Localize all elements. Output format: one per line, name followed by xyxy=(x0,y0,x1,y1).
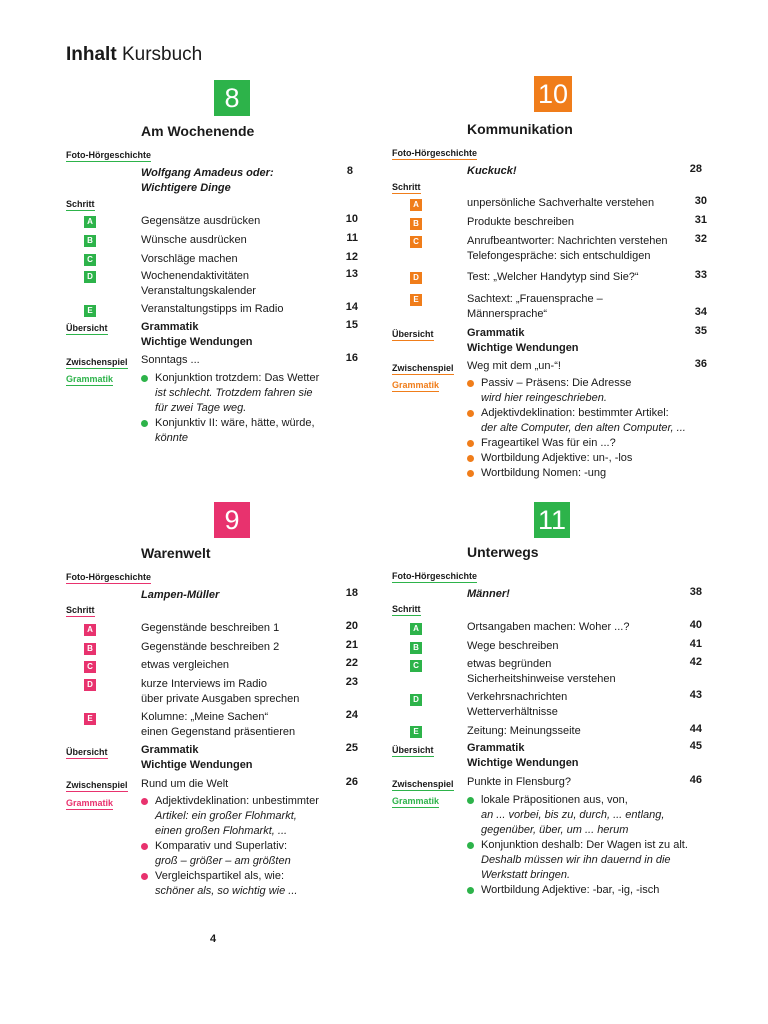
gram-item xyxy=(141,839,319,869)
zwischenspiel-page: 16 xyxy=(345,352,358,364)
page-title xyxy=(66,44,202,66)
zwischenspiel-page: 36 xyxy=(694,358,707,370)
foto-page: 8 xyxy=(346,165,353,177)
label-uebersicht: Übersicht xyxy=(66,747,108,757)
step-e-line1: Kolumne: „Meine Sachen“ xyxy=(141,711,269,723)
label-schritt: Schritt xyxy=(66,199,95,209)
step-badge-e: E xyxy=(84,713,96,725)
step-d-page: 33 xyxy=(694,269,707,281)
bullet-dot xyxy=(467,410,474,417)
gram-line: groß – größer – am größten xyxy=(155,855,291,867)
grammatik-list xyxy=(141,371,319,446)
grammatik-list xyxy=(467,793,688,898)
foto-line1: Männer! xyxy=(467,588,510,600)
step-badge-e: E xyxy=(410,726,422,738)
gram-line: an ... vorbei, bis zu, durch, ... entlang, xyxy=(481,809,665,821)
unit-9-number: 9 xyxy=(214,502,250,538)
step-c-page: 42 xyxy=(689,656,702,668)
step-badge-d: D xyxy=(410,694,422,706)
step-badge-b: B xyxy=(84,235,96,247)
zwischenspiel-page: 26 xyxy=(345,776,358,788)
step-e-line2: Männersprache“ xyxy=(467,308,548,320)
gram-line: Wortbildung Adjektive: un-, -los xyxy=(481,452,633,464)
gram-item xyxy=(467,793,688,838)
bullet-dot xyxy=(141,843,148,850)
step-c-line2: Sicherheitshinweise verstehen xyxy=(467,673,616,685)
step-badge-c: C xyxy=(410,236,422,248)
foto-line1: Kuckuck! xyxy=(467,165,517,177)
step-badge-d: D xyxy=(84,679,96,691)
step-badge-c: C xyxy=(84,661,96,673)
bullet-dot xyxy=(467,440,474,447)
step-c-line2: Telefongespräche: sich entschuldigen xyxy=(467,250,651,262)
step-c-line1: Anrufbeantworter: Nachrichten verstehen xyxy=(467,235,668,247)
label-zwischenspiel: Zwischenspiel xyxy=(392,363,454,373)
bullet-dot xyxy=(467,887,474,894)
uebersicht-line2: Wichtige Wendungen xyxy=(467,757,579,769)
gram-line: Wortbildung Nomen: -ung xyxy=(481,467,607,479)
gram-line: Adjektivdeklination: unbestimmter xyxy=(155,795,319,807)
zwischenspiel-text: Sonntags ... xyxy=(141,354,200,366)
step-badge-c: C xyxy=(410,660,422,672)
gram-item xyxy=(467,466,686,481)
label-foto: Foto-Hörgeschichte xyxy=(392,571,478,581)
step-badge-a: A xyxy=(410,199,422,211)
step-d-page: 13 xyxy=(345,268,358,280)
gram-line: schöner als, so wichtig wie ... xyxy=(155,885,298,897)
zwischenspiel-text: Punkte in Flensburg? xyxy=(467,776,571,788)
step-a: Gegenstände beschreiben 1 xyxy=(141,622,280,634)
uebersicht-line2: Wichtige Wendungen xyxy=(467,342,579,354)
step-d-line1: Wochenendaktivitäten xyxy=(141,270,250,282)
uebersicht-page: 25 xyxy=(345,742,358,754)
gram-line: einen großen Flohmarkt, ... xyxy=(155,825,288,837)
bullet-dot xyxy=(467,842,474,849)
bullet-dot xyxy=(141,420,148,427)
step-badge-b: B xyxy=(410,642,422,654)
bullet-dot xyxy=(141,873,148,880)
gram-item xyxy=(467,838,688,883)
label-foto: Foto-Hörgeschichte xyxy=(392,148,478,158)
step-b: Wünsche ausdrücken xyxy=(141,234,247,246)
label-grammatik: Grammatik xyxy=(66,374,114,384)
unit-8-title: Am Wochenende xyxy=(141,123,255,139)
page-title-bold: Inhalt xyxy=(66,44,117,65)
step-c-line1: etwas begründen xyxy=(467,658,552,670)
step-badge-a: A xyxy=(84,216,96,228)
gram-item xyxy=(467,451,686,466)
gram-line: ist schlecht. Trotzdem fahren sie xyxy=(155,387,313,399)
step-e-page: 44 xyxy=(689,723,702,735)
uebersicht-page: 15 xyxy=(345,319,358,331)
step-a: unpersönliche Sachverhalte verstehen xyxy=(467,197,655,209)
gram-line: Konjunktion deshalb: Der Wagen ist zu alt. xyxy=(481,839,688,851)
unit-10-title: Kommunikation xyxy=(467,121,573,137)
step-badge-b: B xyxy=(84,643,96,655)
gram-line: Adjektivdeklination: bestimmter Artikel: xyxy=(481,407,669,419)
step-a: Gegensätze ausdrücken xyxy=(141,215,261,227)
zwischenspiel-text: Weg mit dem „un-“! xyxy=(467,360,561,372)
gram-item xyxy=(467,406,686,436)
page-title-rest: Kursbuch xyxy=(121,44,203,65)
step-badge-c: C xyxy=(84,254,96,266)
uebersicht-line1: Grammatik xyxy=(141,744,199,756)
step-b-page: 11 xyxy=(346,232,358,244)
gram-line: könnte xyxy=(155,432,189,444)
foto-page: 18 xyxy=(345,587,358,599)
unit-8-number: 8 xyxy=(214,80,250,116)
gram-item xyxy=(141,416,319,446)
step-d-page: 43 xyxy=(689,689,702,701)
grammatik-list xyxy=(467,376,686,481)
gram-line: Werkstatt bringen. xyxy=(481,869,571,881)
step-c-page: 12 xyxy=(345,251,358,263)
step-d-line2: Wetterverhältnisse xyxy=(467,706,558,718)
step-e-line1: Sachtext: „Frauensprache – xyxy=(467,293,603,305)
label-schritt: Schritt xyxy=(392,604,421,614)
gram-line: Konjunktion trotzdem: Das Wetter xyxy=(155,372,320,384)
unit-9-title: Warenwelt xyxy=(141,545,211,561)
gram-line: Artikel: ein großer Flohmarkt, xyxy=(155,810,297,822)
step-e: Zeitung: Meinungsseite xyxy=(467,725,581,737)
step-e-line2: einen Gegenstand präsentieren xyxy=(141,726,296,738)
gram-item xyxy=(141,371,319,416)
bullet-dot xyxy=(467,380,474,387)
uebersicht-line1: Grammatik xyxy=(467,742,525,754)
step-c: etwas vergleichen xyxy=(141,659,230,671)
label-grammatik: Grammatik xyxy=(66,798,114,808)
step-b: Gegenstände beschreiben 2 xyxy=(141,641,280,653)
gram-line: gegenüber, über, um ... herum xyxy=(481,824,629,836)
label-foto: Foto-Hörgeschichte xyxy=(66,150,152,160)
step-badge-a: A xyxy=(84,624,96,636)
gram-item xyxy=(467,883,688,898)
step-c-page: 32 xyxy=(694,233,707,245)
step-badge-d: D xyxy=(84,271,96,283)
uebersicht-page: 35 xyxy=(694,325,707,337)
gram-line: Passiv – Präsens: Die Adresse xyxy=(481,377,632,389)
step-e-page: 34 xyxy=(694,306,707,318)
step-a-page: 30 xyxy=(694,195,707,207)
step-d: Test: „Welcher Handytyp sind Sie?“ xyxy=(467,271,639,283)
uebersicht-line2: Wichtige Wendungen xyxy=(141,759,253,771)
step-badge-e: E xyxy=(84,305,96,317)
gram-line: Konjunktiv II: wäre, hätte, würde, xyxy=(155,417,315,429)
zwischenspiel-page: 46 xyxy=(689,774,702,786)
gram-line: Frageartikel Was für ein ...? xyxy=(481,437,616,449)
step-a: Ortsangaben machen: Woher ...? xyxy=(467,621,630,633)
label-foto: Foto-Hörgeschichte xyxy=(66,572,152,582)
uebersicht-line1: Grammatik xyxy=(467,327,525,339)
step-e: Veranstaltungstipps im Radio xyxy=(141,303,284,315)
gram-line: Wortbildung Adjektive: -bar, -ig, -isch xyxy=(481,884,660,896)
step-b: Produkte beschreiben xyxy=(467,216,575,228)
step-a-page: 20 xyxy=(345,620,358,632)
label-uebersicht: Übersicht xyxy=(392,329,434,339)
unit-11-number: 11 xyxy=(534,502,570,538)
step-d-line2: Veranstaltungskalender xyxy=(141,285,256,297)
gram-line: Vergleichspartikel als, wie: xyxy=(155,870,285,882)
step-b-page: 31 xyxy=(694,214,707,226)
foto-page: 28 xyxy=(689,163,702,175)
step-a-page: 40 xyxy=(689,619,702,631)
step-d-page: 23 xyxy=(345,676,358,688)
bullet-dot xyxy=(141,798,148,805)
label-uebersicht: Übersicht xyxy=(392,745,434,755)
label-zwischenspiel: Zwischenspiel xyxy=(66,780,128,790)
label-schritt: Schritt xyxy=(66,605,95,615)
unit-10-number: 10 xyxy=(534,76,572,112)
foto-line1: Wolfgang Amadeus oder: xyxy=(141,167,274,179)
gram-line: lokale Präpositionen aus, von, xyxy=(481,794,628,806)
bullet-dot xyxy=(467,455,474,462)
step-e-page: 14 xyxy=(345,301,358,313)
uebersicht-line2: Wichtige Wendungen xyxy=(141,336,253,348)
step-d-line2: über private Ausgaben sprechen xyxy=(141,693,300,705)
gram-line: Komparativ und Superlativ: xyxy=(155,840,288,852)
step-d-line1: kurze Interviews im Radio xyxy=(141,678,267,690)
unit-11-title: Unterwegs xyxy=(467,544,539,560)
gram-item xyxy=(141,869,319,899)
page-number: 4 xyxy=(210,933,217,945)
step-badge-e: E xyxy=(410,294,422,306)
uebersicht-page: 45 xyxy=(689,740,702,752)
step-badge-a: A xyxy=(410,623,422,635)
grammatik-list xyxy=(141,794,319,899)
step-b-page: 21 xyxy=(345,639,358,651)
foto-page: 38 xyxy=(689,586,702,598)
foto-line2: Wichtigere Dinge xyxy=(141,182,231,194)
gram-item xyxy=(467,376,686,406)
gram-line: für zwei Tage weg. xyxy=(155,402,247,414)
bullet-dot xyxy=(467,797,474,804)
step-e-page: 24 xyxy=(345,709,358,721)
label-schritt: Schritt xyxy=(392,182,421,192)
step-a-page: 10 xyxy=(345,213,358,225)
step-d-line1: Verkehrsnachrichten xyxy=(467,691,568,703)
step-c-page: 22 xyxy=(345,657,358,669)
foto-line1: Lampen-Müller xyxy=(141,589,220,601)
bullet-dot xyxy=(141,375,148,382)
gram-line: Deshalb müssen wir ihn dauernd in die xyxy=(481,854,671,866)
gram-item xyxy=(141,794,319,839)
step-badge-d: D xyxy=(410,272,422,284)
gram-item xyxy=(467,436,686,451)
zwischenspiel-text: Rund um die Welt xyxy=(141,778,229,790)
step-c: Vorschläge machen xyxy=(141,253,238,265)
step-b: Wege beschreiben xyxy=(467,640,559,652)
gram-line: wird hier reingeschrieben. xyxy=(481,392,607,404)
label-grammatik: Grammatik xyxy=(392,380,440,390)
step-b-page: 41 xyxy=(689,638,702,650)
gram-line: der alte Computer, den alten Computer, ... xyxy=(481,422,686,434)
step-badge-b: B xyxy=(410,218,422,230)
uebersicht-line1: Grammatik xyxy=(141,321,199,333)
label-grammatik: Grammatik xyxy=(392,796,440,806)
label-zwischenspiel: Zwischenspiel xyxy=(392,779,454,789)
bullet-dot xyxy=(467,470,474,477)
label-uebersicht: Übersicht xyxy=(66,323,108,333)
label-zwischenspiel: Zwischenspiel xyxy=(66,357,128,367)
